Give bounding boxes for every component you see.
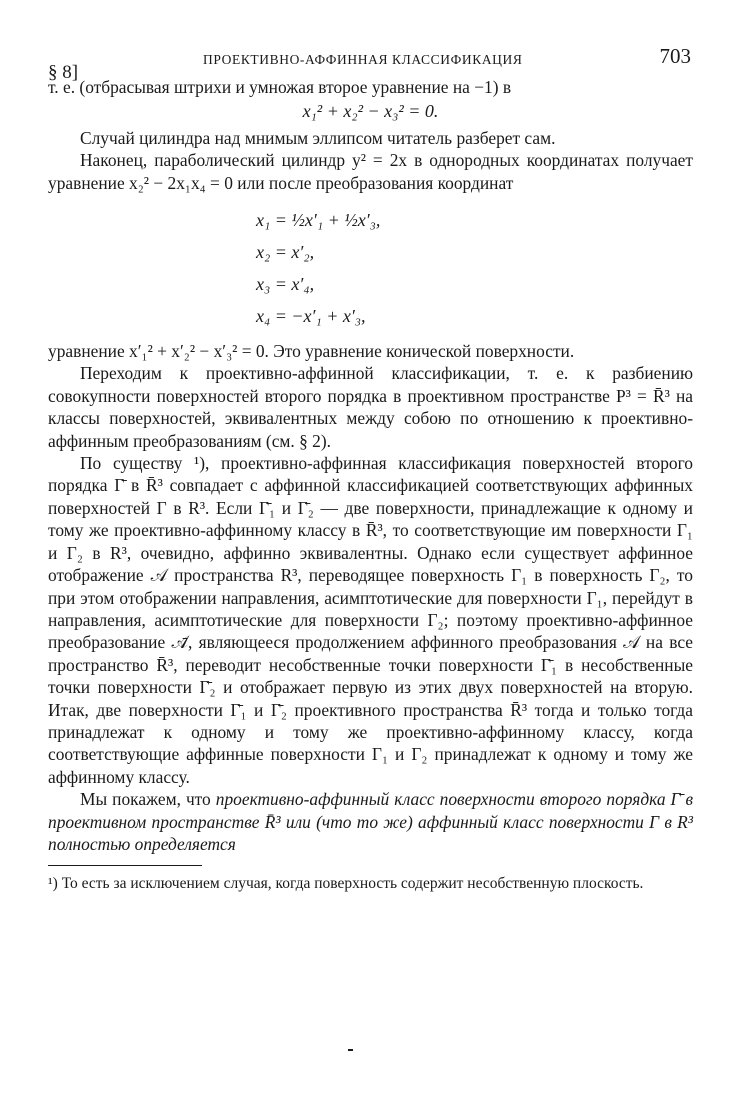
page-number: 703 xyxy=(659,44,691,68)
book-page xyxy=(48,40,693,893)
coordinate-transformation xyxy=(256,204,516,332)
main-text xyxy=(48,76,693,855)
paragraph-parabolic-cylinder: Наконец, параболический цилиндр y² = 2x в однородных координатах получает уравнение x₂² − 2x₁x₄ = 0 или после преобразования координат xyxy=(48,150,693,193)
paragraph-theorem-start xyxy=(48,788,693,855)
transformation-row-3: x₃ = x′₄, xyxy=(256,274,315,295)
footnote-divider xyxy=(48,865,202,866)
page-mark xyxy=(348,1049,353,1051)
transformation-row-4: x₄ = −x′₁ + x′₃, xyxy=(256,306,366,327)
running-header xyxy=(48,40,693,83)
section-marker: § 8] xyxy=(48,62,79,83)
paragraph-imaginary-cylinder: Случай цилиндра над мнимым эллипсом читатель разберет сам. xyxy=(80,127,556,148)
footnote-marker: ¹) xyxy=(48,875,58,893)
paragraph-classification-intro: Переходим к проективно-аффинной классификации, т. е. к разбиению совокупности поверхностей второго порядка в проективном пространстве P³ = R̄³ на классы поверхностей, эквивалентных между собою по отношению к проективно-аффинным преобразованиям (см. § 2). xyxy=(48,363,693,451)
intro-line: т. е. (отбрасывая штрихи и умножая второе уравнение на −1) в xyxy=(48,77,512,97)
paragraph-essential-argument: По существу ¹), проективно-аффинная классификация поверхностей второго порядка Γ̄ в R̄³ совпадает с аффинной классификацией соответствующих аффинных поверхностей Γ в R³. Если Γ̄₁ и Γ̄₂ — две поверхности, принадлежащие к одному и тому же проективно-аффинному классу в R̄³, то соответствующие им поверхности Γ₁ и Γ₂ в R³, очевидно, аффинно эквивалентны. Однако если существует аффинное отображение 𝒜 пространства R³, переводящее поверхность Γ₁ в поверхность Γ₂, то при этом отображении направления, асимптотические для поверхности Γ₁, перейдут в направления, асимптотические для поверхности Γ₂; поэтому проективно-аффинное преобразование 𝒜̄, являющееся продолжением аффинного преобразования 𝒜 на все пространство R̄³, переводит несобственные точки поверхности Γ̄₁ в несобственные точки поверхности Γ̄₂ и отображает первую из этих двух поверхностей на вторую. Итак, две поверхности Γ̄₁ и Γ̄₂ проективного пространства R̄³ тогда и только тогда принадлежат к одному и тому же проективно-аффинному классу, когда соответствующие аффинные поверхности Γ₁ и Γ₂ принадлежат к одному и тому же аффинному классу. xyxy=(48,453,693,787)
footnote-text: То есть за исключением случая, когда поверхность содержит несобственную плоскость. xyxy=(61,875,644,893)
transformation-row-1: x₁ = ½x′₁ + ½x′₃, xyxy=(256,210,381,231)
transformation-row-2: x₂ = x′₂, xyxy=(256,242,315,263)
cone-equation: x₁² + x₂² − x₃² = 0. xyxy=(302,101,439,122)
running-title: ПРОЕКТИВНО-АФФИННАЯ КЛАССИФИКАЦИЯ xyxy=(203,52,523,67)
theorem-lead: Мы покажем, что xyxy=(80,789,216,810)
theorem-statement: проективно-аффинный класс поверхности второго порядка Γ̄ в проективном пространстве R̄³ или (что то же) аффинный класс поверхности Γ в R³ полностью определяется xyxy=(48,789,693,854)
paragraph-conic-result: уравнение x′₁² + x′₂² − x′₃² = 0. Это уравнение конической поверхности. xyxy=(48,341,575,362)
footnote xyxy=(48,874,693,893)
